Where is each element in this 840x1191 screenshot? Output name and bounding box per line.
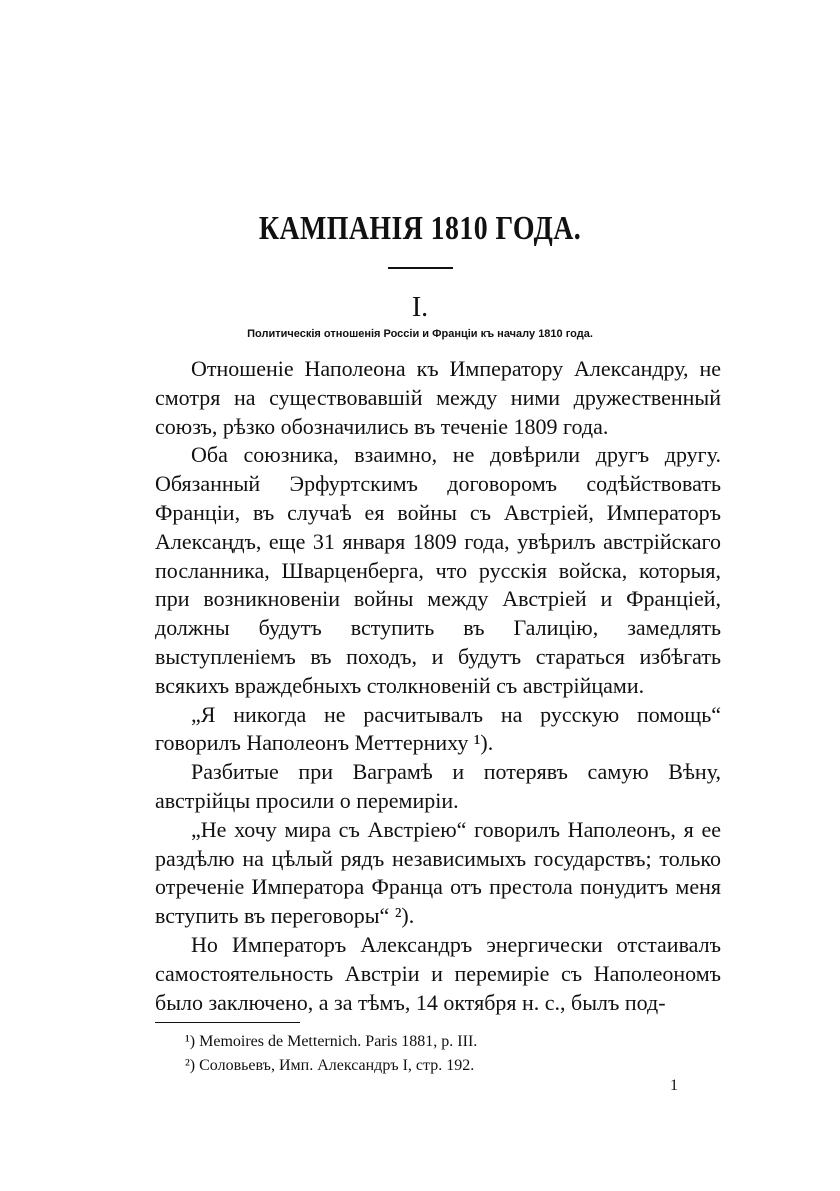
footnote-divider [155,1022,300,1023]
page-number: 1 [670,1077,678,1094]
page-title: КАМПАНІЯ 1810 ГОДА. [258,210,582,247]
footnotes [185,1030,685,1078]
paragraph: „Я никогда не расчитывалъ на русскую помощь“ говорилъ Наполеонъ Меттерниху ¹). [155,701,721,756]
paragraph: Но Императоръ Александръ энергически отстаивалъ самостоятельность Австріи и перемиріе съ Наполеономъ было заключено, а за тѣмъ, 14 октября н. с., былъ под- [155,931,721,1015]
section-number: I. [411,292,429,323]
footnote: ²) Соловьевъ, Имп. Александръ I, стр. 192. [185,1057,475,1074]
paragraph: Разбитые при Ваграмѣ и потерявъ самую Вѣну, австрійцы просили о перемиріи. [155,759,721,813]
paragraph: Оба союзника, взаимно, не довѣрили другъ другу. Обязанный Эрфуртскимъ договоромъ содѣйствовать Франціи, въ случаѣ ея войны съ Австріей, Императоръ Алексаңдъ, еще 31 января 1809 года, увѣрилъ австрійскаго посланника, Шварценберга, что русскія войска, которыя, при возникновеніи войны между Австріей и Франціей, должны будутъ вступить въ Галицію, замедлять выступленіемъ въ походъ, и будутъ стараться избѣгать всякихъ враждебныхъ столкновеній съ австрійцами. [155,442,721,698]
paragraph: „Не хочу мира съ Австріею“ говорилъ Наполеонъ, я ее раздѣлю на цѣлый рядъ независимыхъ государствъ; только отреченіе Императора Франца отъ престола понудитъ меня вступить въ переговоры“ ²). [155,816,721,929]
body-text [155,355,721,1017]
footnote: ¹) Memoires de Metternich. Paris 1881, p. III. [185,1033,478,1050]
section-subtitle: Политическія отношенія Россіи и Франціи къ началу 1810 года. [247,328,593,340]
title-divider [388,267,453,269]
paragraph: Отношеніе Наполеона къ Императору Александру, не смотря на существовавшій между ними дружественный союзъ, рѣзко обозначились въ теченіе 1809 года. [155,356,721,439]
